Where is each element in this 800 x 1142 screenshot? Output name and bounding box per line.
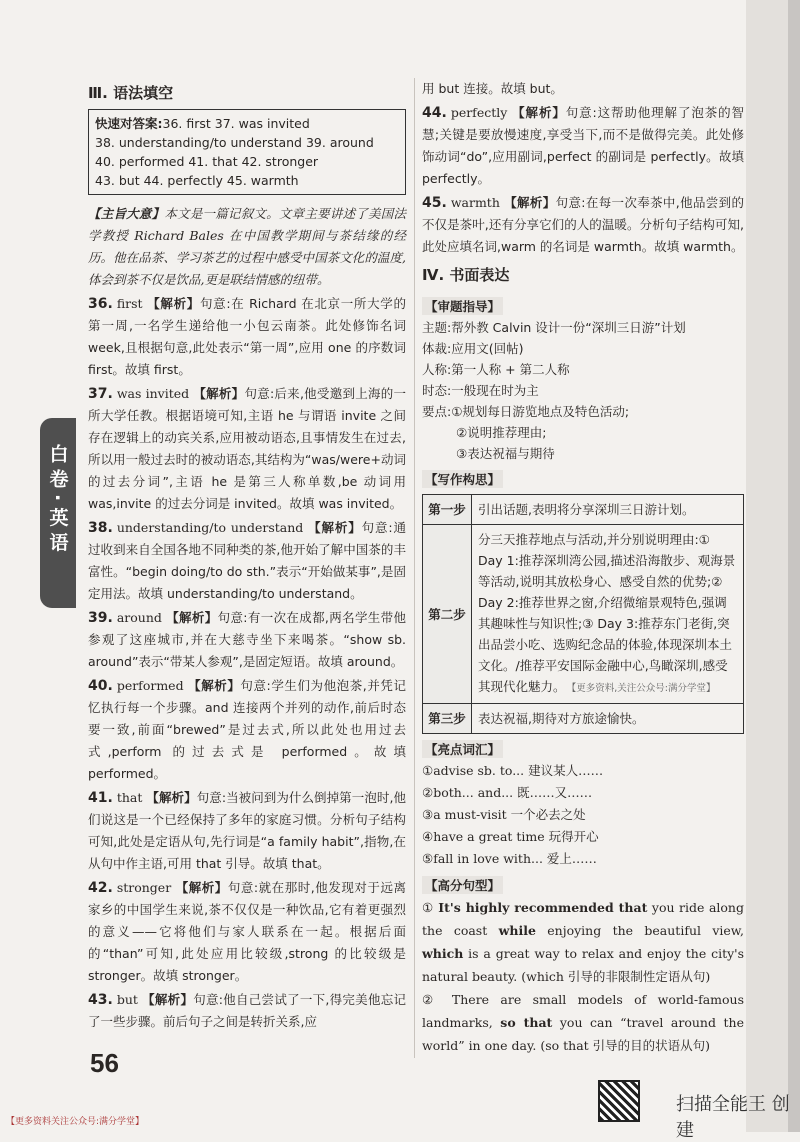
sentence: ② There are small models of world-famous landmarks, so that you can “travel around the world” in one day. (so that 引导的目的状语从句) bbox=[422, 992, 744, 1053]
item-number: 42. bbox=[88, 880, 113, 896]
sentence: ① It's highly recommended that you ride along the coast while enjoying the beautiful view, which is a great way to relax and enjoy the city's natural beauty. (which 引导的非限制性定语从句) bbox=[422, 900, 744, 984]
vocab-item: ①advise sb. to... 建议某人…… bbox=[422, 763, 604, 778]
explanation-item bbox=[88, 787, 406, 875]
analysis-tag: 【解析】 bbox=[504, 195, 556, 210]
analysis-tag: 【解析】 bbox=[308, 520, 362, 535]
step-row bbox=[423, 704, 744, 734]
answer-box bbox=[88, 109, 406, 195]
step-text: 分三天推荐地点与活动,并分别说明理由:① Day 1:推荐深圳湾公园,描述沿海散步、观海景等活动,说明其放松身心、感受自然的优势;② Day 2:推荐世界之窗,介绍微缩景观特色,强调其趣味性与知识性;③ Day 3:推荐东门老街,突出品尝小吃、选购纪念品的体验,体现深圳本土文化。/推荐平安国际金融中心,鸟瞰深圳,感受其现代化魅力。 【更多资料,关注公众号:满分学堂】 bbox=[472, 525, 744, 704]
explanation-item bbox=[88, 383, 406, 515]
analysis-tag: 【解析】 bbox=[147, 296, 200, 311]
analysis-text: 句意:学生们为他泡茶,并凭记忆执行每一个步骤。and 连接两个并列的动作,前后时态要一致,前面“brewed”是过去式,所以此处也用过去式,perform 的过去式是 performed。故填 performed。 bbox=[88, 678, 406, 781]
left-column bbox=[88, 78, 406, 1035]
column-divider bbox=[414, 78, 415, 1058]
vocab-item: ⑤fall in love with... 爱上…… bbox=[422, 851, 597, 866]
guide-line: ③表达祝福与期待 bbox=[456, 446, 555, 461]
step-text: 引出话题,表明将分享深圳三日游计划。 bbox=[472, 495, 744, 525]
item-number: 39. bbox=[88, 610, 113, 626]
watermark-text: 【更多资料,关注公众号:满分学堂】 bbox=[571, 683, 716, 694]
explanation-item bbox=[422, 192, 744, 258]
item-number: 36. bbox=[88, 296, 113, 312]
section4-title: Ⅳ. 书面表达 bbox=[422, 266, 510, 284]
analysis-text: 句意:在每一次奉茶中,他品尝到的不仅是茶叶,还有分享它们的人的温暖。分析句子结构可知,此处应填名词,warm 的名词是 warmth。故填 warmth。 bbox=[422, 195, 744, 254]
answer-word: but bbox=[116, 992, 138, 1007]
footer-text: 【更多资料关注公众号:满分学堂】 bbox=[6, 1117, 145, 1127]
answer-word: was invited bbox=[116, 386, 190, 401]
answer-word: that bbox=[116, 790, 143, 805]
step-label: 第三步 bbox=[423, 704, 472, 734]
sentence-tag: 【高分句型】 bbox=[422, 876, 503, 894]
answer-word: understanding/to understand bbox=[116, 520, 304, 535]
analysis-tag: 【解析】 bbox=[146, 790, 197, 805]
explanation-item bbox=[422, 102, 744, 190]
steps-table bbox=[422, 494, 744, 734]
right-items bbox=[422, 78, 744, 258]
scanner-credit: 扫描全能王 创建 bbox=[676, 1094, 790, 1141]
item-number: 38. bbox=[88, 520, 113, 536]
page-edge-shadow bbox=[788, 0, 800, 1132]
answer-word: warmth bbox=[450, 195, 500, 210]
step-label: 第二步 bbox=[423, 525, 472, 704]
answer-word: performed bbox=[116, 678, 184, 693]
explanation-item bbox=[88, 989, 406, 1033]
guide-line: 要点:①规划每日游览地点及特色活动; bbox=[422, 404, 630, 419]
explanation-item bbox=[88, 517, 406, 605]
analysis-text: 句意:在 Richard 在北京一所大学的第一周,一名学生递给他一小包云南茶。此处修饰名词 week,且根据句意,此处表示“第一周”,应用 one 的序数词 first。故填 first。 bbox=[88, 296, 406, 377]
answer-word: perfectly bbox=[450, 105, 508, 120]
step-row bbox=[423, 525, 744, 704]
page-number: 56 bbox=[90, 1048, 119, 1078]
left-items bbox=[88, 293, 406, 1033]
guide-line: 时态:一般现在时为主 bbox=[422, 383, 539, 398]
analysis-text: 句意:就在那时,他发现对于远离家乡的中国学生来说,茶不仅仅是一种饮品,它有着更强烈的意义——它将他们与家人联系在一起。根据后面的“than”可知,此处应用比较级,strong 的比较级是 stronger。故填 stronger。 bbox=[88, 880, 406, 983]
answer-line: 快速对答案:36. first 37. was invited bbox=[95, 116, 310, 131]
side-tab-label: 白卷·英语 bbox=[46, 444, 69, 558]
footer bbox=[0, 1112, 800, 1132]
answer-word: around bbox=[116, 610, 162, 625]
analysis-text: 句意:当被问到为什么倒掉第一泡时,他们说这是一个已经保持了多年的家庭习惯。分析句子结构可知,此处是定语从句,先行词是“a family habit”,指物,在从句中作主语,可用 that 引导。故填 that。 bbox=[88, 790, 406, 871]
side-tab bbox=[40, 418, 76, 608]
section3-title: Ⅲ. 语法填空 bbox=[88, 84, 174, 102]
vocab-tag: 【亮点词汇】 bbox=[422, 740, 503, 758]
analysis-text: 用 but 连接。故填 but。 bbox=[422, 81, 563, 96]
right-column bbox=[422, 78, 744, 1057]
main-idea: 【主旨大意】本文是一篇记叙文。文章主要讲述了美国法学教授 Richard Bales 在中国教学期间与茶结缘的经历。他在品茶、学习茶艺的过程中感受中国茶文化的温度,体会到茶不仅是饮品,更是联结情感的纽带。 bbox=[88, 206, 406, 287]
item-number: 43. bbox=[88, 992, 113, 1008]
frame-tag: 【写作构思】 bbox=[422, 470, 503, 488]
analysis-text: 句意:后来,他受邀到上海的一所大学任教。根据语境可知,主语 he 与谓语 invite 之间存在逻辑上的动宾关系,应用被动语态,且事情发生在过去,所以用一般过去时的被动语态,其结构为“was/were+动词的过去分词”,主语 he 是第三人称单数,be 动词用 was,invite 的过去分词是 invited。故填 was invited。 bbox=[88, 386, 406, 511]
analysis-tag: 【解析】 bbox=[188, 678, 241, 693]
analysis-text: 句意:这帮助他理解了泡茶的智慧;关键是要放慢速度,享受当下,而不是做得完美。此处修饰动词“do”,应用副词,perfect 的副词是 perfectly。故填 perfectly。 bbox=[422, 105, 744, 186]
step-row bbox=[423, 495, 744, 525]
answer-line: 38. understanding/to understand 39. around bbox=[95, 135, 374, 150]
vocab-item: ②both... and... 既……又…… bbox=[422, 785, 593, 800]
analysis-tag: 【解析】 bbox=[166, 610, 218, 625]
analysis-tag: 【解析】 bbox=[193, 386, 245, 401]
explanation-item bbox=[88, 607, 406, 673]
vocab-item: ③a must-visit 一个必去之处 bbox=[422, 807, 586, 822]
guide-line: 人称:第一人称 + 第二人称 bbox=[422, 362, 570, 377]
explanation-item bbox=[88, 293, 406, 381]
analysis-tag: 【解析】 bbox=[512, 105, 566, 120]
step-label: 第一步 bbox=[423, 495, 472, 525]
guide-line: 主题:帮外教 Calvin 设计一份“深圳三日游”计划 bbox=[422, 320, 686, 335]
guide-line: 体裁:应用文(回帖) bbox=[422, 341, 524, 356]
vocab-item: ④have a great time 玩得开心 bbox=[422, 829, 599, 844]
item-number: 41. bbox=[88, 790, 113, 806]
analysis-text: 句意:他自己尝试了一下,得完美他忘记了一些步骤。前后句子之间是转折关系,应 bbox=[88, 992, 406, 1029]
answer-word: first bbox=[116, 296, 143, 311]
analysis-tag: 【解析】 bbox=[142, 992, 194, 1007]
step-text: 表达祝福,期待对方旅途愉快。 bbox=[472, 704, 744, 734]
analysis-text: 句意:通过收到来自全国各地不同种类的茶,他开始了解中国茶的丰富性。“begin doing/to do sth.”表示“开始做某事”,是固定用法。故填 understanding/to understand。 bbox=[88, 520, 406, 601]
explanation-item bbox=[422, 78, 744, 100]
guide-tag: 【审题指导】 bbox=[422, 297, 503, 315]
item-number: 37. bbox=[88, 386, 113, 402]
explanation-item bbox=[88, 675, 406, 785]
item-number: 45. bbox=[422, 195, 447, 211]
item-number: 40. bbox=[88, 678, 113, 694]
answer-line: 43. but 44. perfectly 45. warmth bbox=[95, 173, 299, 188]
guide-line: ②说明推荐理由; bbox=[456, 425, 547, 440]
answer-line: 40. performed 41. that 42. stronger bbox=[95, 154, 319, 169]
answer-word: stronger bbox=[116, 880, 172, 895]
explanation-item bbox=[88, 877, 406, 987]
analysis-tag: 【解析】 bbox=[175, 880, 228, 895]
item-number: 44. bbox=[422, 105, 447, 121]
analysis-text: 句意:有一次在成都,两名学生带他参观了这座城市,并在大慈寺坐下来喝茶。“show sb. around”表示“带某人参观”,是固定短语。故填 around。 bbox=[88, 610, 406, 669]
